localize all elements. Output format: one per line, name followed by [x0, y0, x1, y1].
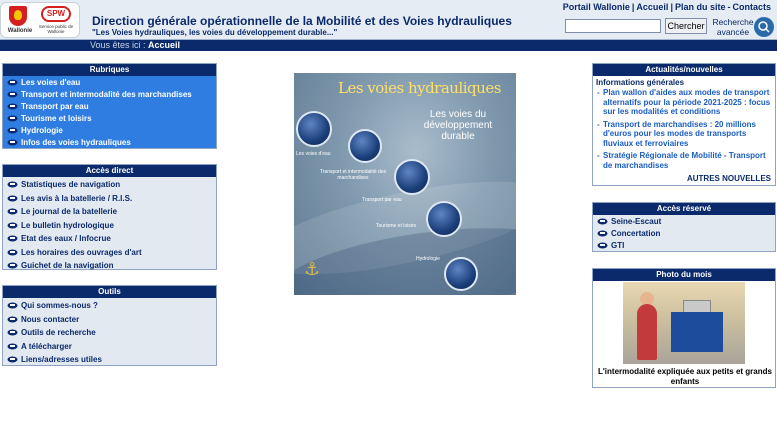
hero-label-transport-marchandises[interactable]: Transport et intermodalité des marchandises	[319, 169, 387, 181]
photo-du-mois-image[interactable]	[623, 282, 745, 364]
site-tagline: "Les Voies hydrauliques, les voies du développement durable..."	[92, 28, 338, 37]
site-title: Direction générale opérationnelle de la Mobilité et des Voies hydrauliques	[92, 14, 512, 28]
news-title: Actualités/nouvelles	[593, 64, 775, 76]
rubrique-item[interactable]	[3, 101, 216, 113]
rubrique-item[interactable]	[3, 125, 216, 137]
barge-icon	[7, 78, 18, 85]
link-contacts[interactable]: Contacts	[732, 2, 771, 12]
hero-bubble-voies-eau[interactable]	[296, 111, 332, 147]
outils-item[interactable]	[3, 326, 216, 340]
barge-icon	[7, 126, 18, 133]
search-input[interactable]	[565, 19, 661, 33]
photo-caption[interactable]: L'intermodalité expliquée aux petits et grands enfants	[598, 367, 772, 386]
wallonie-logo[interactable]	[5, 6, 31, 36]
barge-icon	[7, 114, 18, 121]
rubrique-link-tourisme[interactable]: Tourisme et loisirs	[21, 114, 92, 123]
hero-bubble-tourisme[interactable]	[426, 201, 462, 237]
acces-link-journal[interactable]: Le journal de la batellerie	[21, 207, 118, 216]
barge-icon	[7, 327, 18, 334]
news-item[interactable]: - Stratégie Régionale de Mobilité - Transport de marchandises	[596, 150, 772, 172]
anchor-icon: ⚓	[304, 259, 321, 279]
breadcrumb-current[interactable]: Accueil	[148, 40, 181, 50]
barge-icon	[7, 179, 18, 186]
barge-icon	[7, 90, 18, 97]
news-category: Informations générales	[596, 78, 685, 87]
outils-item[interactable]	[3, 313, 216, 327]
outils-item[interactable]	[3, 340, 216, 354]
barge-icon	[7, 220, 18, 227]
outils-link-liens[interactable]: Liens/adresses utiles	[21, 355, 102, 364]
photo-detail	[671, 312, 723, 352]
hero-bubble-hydrologie[interactable]	[444, 257, 478, 291]
hero-title: Les voies hydrauliques	[338, 79, 501, 97]
rubriques-title: Rubriques	[3, 64, 216, 76]
acces-link-etat-eaux[interactable]: Etat des eaux / Infocrue	[21, 234, 111, 243]
acces-item[interactable]	[3, 192, 216, 206]
breadcrumb-prefix: Vous êtes ici :	[90, 40, 149, 50]
more-news-link[interactable]: AUTRES NOUVELLES	[686, 174, 771, 183]
rubrique-item[interactable]	[3, 113, 216, 125]
hero-label-tourisme[interactable]: Tourisme et loisirs	[376, 223, 417, 229]
outils-link-qui-sommes-nous[interactable]: Qui sommes-nous ?	[21, 301, 98, 310]
barge-icon	[7, 138, 18, 145]
spw-logo[interactable]	[35, 6, 77, 36]
news-box	[592, 63, 776, 186]
barge-icon	[7, 314, 18, 321]
news-item[interactable]: - Transport de marchandises : 20 millions d'euros pour les modes de transports fluviaux et ferroviaires	[596, 119, 772, 151]
logos[interactable]	[0, 2, 80, 38]
outils-link-telecharger[interactable]: A télécharger	[21, 341, 72, 351]
acces-link-guichet[interactable]: Guichet de la navigation	[21, 261, 114, 270]
reserve-link-gti[interactable]: GTI	[611, 241, 625, 250]
acces-item[interactable]	[3, 246, 216, 260]
news-list	[593, 87, 775, 172]
rubrique-link-hydrologie[interactable]: Hydrologie	[21, 126, 63, 135]
acces-item[interactable]	[3, 205, 216, 219]
acces-direct-title: Accès direct	[3, 165, 216, 177]
news-item[interactable]: - Plan wallon d'aides aux modes de transport alternatifs pour la période 2021-2025 : focus sur les modalités et conditions	[596, 87, 772, 119]
reserve-link-seine-escaut[interactable]: Seine-Escaut	[611, 217, 662, 226]
acces-link-statistiques[interactable]: Statistiques de navigation	[21, 180, 121, 189]
breadcrumb	[0, 40, 777, 51]
acces-reserve-title: Accès réservé	[593, 203, 775, 215]
hero-subtitle: Les voies du développement durable	[423, 109, 493, 142]
barge-icon	[597, 229, 608, 236]
rubrique-link-infos[interactable]: Infos des voies hydrauliques	[21, 138, 131, 147]
reserve-item[interactable]	[593, 216, 775, 228]
hero-image[interactable]	[294, 73, 516, 295]
barge-icon	[597, 217, 608, 224]
link-portail-wallonie[interactable]: Portail Wallonie	[562, 2, 630, 12]
spw-logo-text: Service public de Wallonie	[38, 24, 74, 34]
rubrique-item[interactable]	[3, 89, 216, 101]
outils-title: Outils	[3, 286, 216, 298]
hero-bubble-transport-marchandises[interactable]	[348, 129, 382, 163]
acces-item[interactable]	[3, 232, 216, 246]
rubriques-box	[2, 63, 217, 149]
search-button[interactable]: Chercher	[665, 18, 707, 34]
acces-item[interactable]	[3, 178, 216, 192]
advanced-search-link[interactable]: Recherche avancée	[712, 17, 754, 37]
barge-icon	[7, 247, 18, 254]
hero-bubble-transport-eau[interactable]	[394, 159, 430, 195]
reserve-link-concertation[interactable]: Concertation	[611, 229, 661, 238]
acces-link-bulletin[interactable]: Le bulletin hydrologique	[21, 220, 114, 230]
barge-icon	[7, 300, 18, 307]
rubrique-link-transport-intermodalite[interactable]: Transport et intermodalité des marchandises	[21, 90, 192, 99]
barge-icon	[7, 341, 18, 348]
outils-list	[3, 298, 216, 367]
outils-item[interactable]	[3, 299, 216, 313]
rubrique-link-transport-par-eau[interactable]: Transport par eau	[21, 102, 89, 111]
acces-link-avis-batellerie[interactable]: Les avis à la batellerie / R.I.S.	[21, 193, 133, 203]
wallonie-logo-text: Wallonie	[7, 28, 33, 34]
outils-link-nous-contacter[interactable]: Nous contacter	[21, 314, 80, 324]
spw-badge: SPW	[41, 6, 71, 22]
outils-item[interactable]	[3, 353, 216, 367]
rubrique-item[interactable]	[3, 77, 216, 89]
photo-du-mois-box	[592, 268, 776, 388]
outils-box	[2, 285, 217, 366]
acces-link-horaires[interactable]: Les horaires des ouvrages d'art	[21, 247, 142, 257]
magnifier-icon	[754, 17, 774, 37]
hero-label-hydrologie[interactable]: Hydrologie	[416, 256, 440, 262]
hero-label-voies-eau[interactable]: Les voies d'eau	[296, 151, 331, 157]
top-links: Portail Wallonie | Accueil | Plan du site - Contacts	[562, 2, 771, 12]
acces-reserve-list	[593, 215, 775, 252]
rubriques-list	[3, 76, 216, 149]
acces-direct-box	[2, 164, 217, 270]
reserve-item[interactable]	[593, 228, 775, 240]
acces-direct-list	[3, 177, 216, 273]
barge-icon	[7, 102, 18, 109]
hero-label-transport-eau[interactable]: Transport par eau	[362, 197, 402, 203]
barge-icon	[7, 193, 18, 200]
link-accueil[interactable]: Accueil	[636, 2, 669, 12]
acces-item[interactable]	[3, 219, 216, 233]
barge-icon	[7, 260, 18, 267]
rubrique-link-voies-eau[interactable]: Les voies d'eau	[21, 78, 81, 87]
rooster-crest-icon	[9, 6, 27, 26]
barge-icon	[7, 206, 18, 213]
advanced-search-icon[interactable]	[754, 17, 774, 37]
photo-detail	[637, 304, 657, 360]
barge-icon	[597, 241, 608, 248]
barge-icon	[7, 233, 18, 240]
acces-item[interactable]	[3, 259, 216, 273]
outils-link-recherche[interactable]: Outils de recherche	[21, 328, 96, 337]
rubrique-item[interactable]	[3, 137, 216, 149]
reserve-item[interactable]	[593, 240, 775, 252]
photo-title: Photo du mois	[593, 269, 775, 281]
site-header	[0, 0, 777, 40]
barge-icon	[7, 354, 18, 361]
acces-reserve-box	[592, 202, 776, 252]
link-plan-du-site[interactable]: Plan du site	[674, 2, 726, 12]
